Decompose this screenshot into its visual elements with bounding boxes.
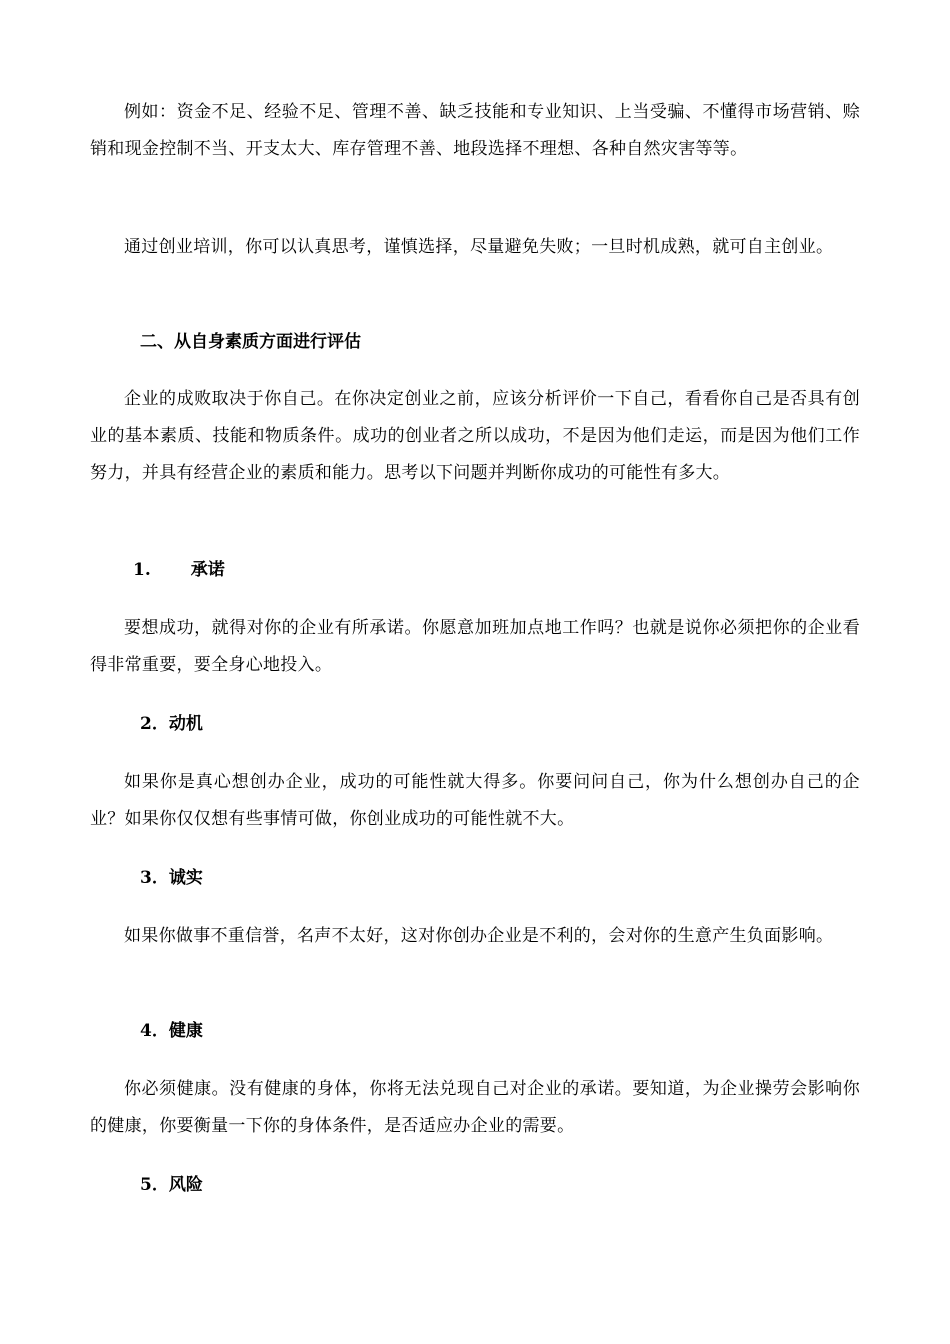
- heading-honesty: 3．诚实: [140, 868, 203, 888]
- heading-commitment-label: 承诺: [190, 560, 225, 580]
- heading-risk: 5．风险: [140, 1175, 203, 1195]
- paragraph-commitment: 要想成功，就得对你的企业有所承诺。你愿意加班加点地工作吗？也就是说你必须把你的企业看得非常重要，要全身心地投入。: [90, 618, 860, 675]
- heading-commitment-number: 1.: [133, 560, 151, 580]
- paragraph-training: 通过创业培训，你可以认真思考，谨慎选择，尽量避免失败；一旦时机成熟，就可自主创业。: [124, 237, 834, 257]
- heading-motivation: 2．动机: [140, 714, 203, 734]
- paragraph-failure-examples: 例如：资金不足、经验不足、管理不善、缺乏技能和专业知识、上当受骗、不懂得市场营销、赊销和现金控制不当、开支太大、库存管理不善、地段选择不理想、各种自然灾害等等。: [90, 102, 860, 159]
- paragraph-motivation: 如果你是真心想创办企业，成功的可能性就大得多。你要问问自己，你为什么想创办自己的企业？如果你仅仅想有些事情可做，你创业成功的可能性就不大。: [90, 772, 860, 829]
- paragraph-health: 你必须健康。没有健康的身体，你将无法兑现自己对企业的承诺。要知道，为企业操劳会影响你的健康，你要衡量一下你的身体条件，是否适应办企业的需要。: [90, 1079, 860, 1136]
- paragraph-honesty: 如果你做事不重信誉，名声不太好，这对你创办企业是不利的，会对你的生意产生负面影响。: [124, 926, 834, 946]
- section-heading-self-assessment: 二、从自身素质方面进行评估: [140, 332, 361, 352]
- heading-health: 4．健康: [140, 1021, 203, 1041]
- heading-commitment: [133, 552, 225, 589]
- paragraph-success-factors: 企业的成败取决于你自己。在你决定创业之前，应该分析评价一下自己，看看你自己是否具有创业的基本素质、技能和物质条件。成功的创业者之所以成功，不是因为他们走运，而是因为他们工作努力，并具有经营企业的素质和能力。思考以下问题并判断你成功的可能性有多大。: [90, 389, 860, 483]
